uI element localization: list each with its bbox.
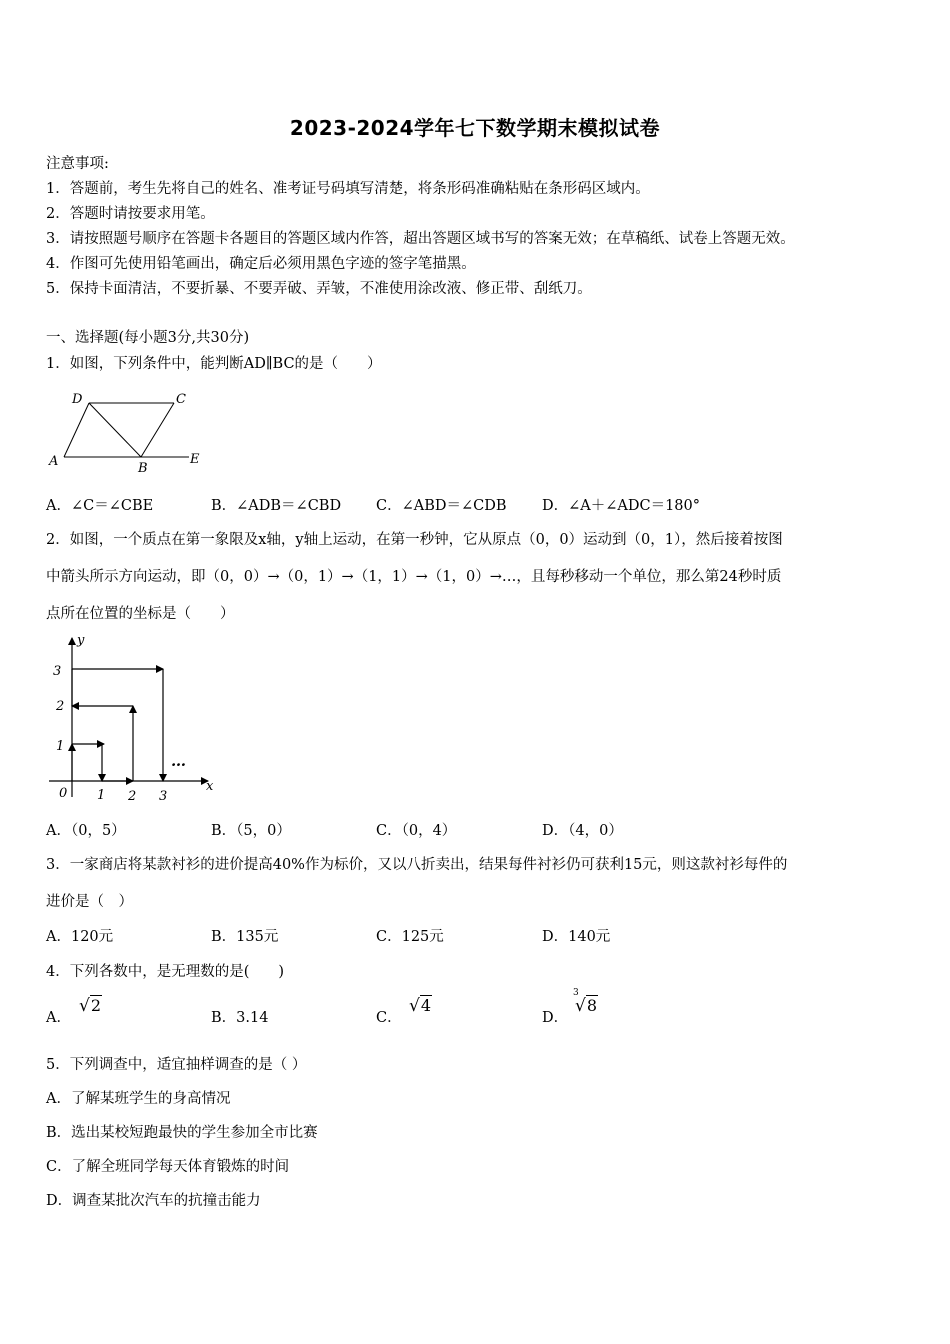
question-2-stem-line: 中箭头所示方向运动，即（0，0）→（0，1）→（1，1）→（1，0）→…，且每秒移动一个单位，那么第24秒时质 <box>46 569 782 585</box>
question-2-stem-line: 2．如图，一个质点在第一象限及x轴，y轴上运动，在第一秒钟，它从原点（0，0）运动到（0，1），然后接着按图 <box>46 532 783 548</box>
q2-option-d: D．（4，0） <box>542 823 623 839</box>
q2-option-a: A．（0，5） <box>46 823 126 839</box>
q4-option-d-value <box>573 988 598 1016</box>
radicand: 4 <box>420 996 432 1015</box>
x-tick-1: 1 <box>97 788 106 803</box>
label-b: B <box>138 461 148 476</box>
radicand: 8 <box>586 996 598 1015</box>
q3-option-b: B．135元 <box>211 929 279 945</box>
q2-path-figure <box>44 632 234 807</box>
question-3-stem-line: 进价是（ ） <box>46 894 133 910</box>
x-axis-label: x <box>206 779 214 794</box>
q2-option-b: B．（5，0） <box>211 823 291 839</box>
q5-option-d: D．调查某批次汽车的抗撞击能力 <box>46 1193 261 1209</box>
notice-item: 5．保持卡面清洁，不要折暴、不要弄破、弄皱，不准使用涂改液、修正带、刮纸刀。 <box>46 281 592 297</box>
q1-option-b: B．∠ADB＝∠CBD <box>211 498 342 514</box>
square-root: √2 <box>79 996 102 1016</box>
q4-option-b-letter: B． <box>211 1010 237 1026</box>
label-a: A <box>49 454 59 469</box>
notice-item: 2．答题时请按要求用笔。 <box>46 206 215 222</box>
q3-option-d: D．140元 <box>542 929 611 945</box>
q5-option-a: A．了解某班学生的身高情况 <box>46 1091 231 1107</box>
q4-option-a-letter: A． <box>46 1010 71 1026</box>
label-c: C <box>176 392 186 407</box>
q4-option-d <box>542 1006 568 1027</box>
y-tick-1: 1 <box>56 739 65 754</box>
question-3-stem-line: 3．一家商店将某款衬衫的进价提高40%作为标价，又以八折卖出，结果每件衬衫仍可获利15元，则这款衬衫每件的 <box>46 857 788 873</box>
ellipsis: … <box>171 752 186 770</box>
section-heading: 一、选择题(每小题3分,共30分) <box>46 330 250 346</box>
q1-option-a: A．∠C＝∠CBE <box>46 498 154 514</box>
question-4-stem: 4．下列各数中，是无理数的是( ) <box>46 964 285 980</box>
x-tick-3: 3 <box>159 789 168 804</box>
y-tick-2: 2 <box>56 699 65 714</box>
label-e: E <box>190 452 200 467</box>
origin-label: 0 <box>59 786 68 801</box>
q4-option-c <box>376 1006 402 1027</box>
q4-option-b-value: 3.14 <box>236 1010 269 1026</box>
radicand: 2 <box>90 996 102 1015</box>
y-axis-label: y <box>77 633 85 648</box>
q1-option-d: D．∠A＋∠ADC＝180° <box>542 498 701 514</box>
q1-option-c: C．∠ABD＝∠CDB <box>376 498 507 514</box>
label-d: D <box>72 392 83 407</box>
q4-option-b <box>211 1006 268 1027</box>
x-tick-2: 2 <box>128 789 137 804</box>
question-1-stem: 1．如图，下列条件中，能判断AD∥BC的是（ ） <box>46 356 382 372</box>
q1-parallelogram-figure <box>44 386 214 478</box>
q5-option-b: B．选出某校短跑最快的学生参加全市比赛 <box>46 1125 318 1141</box>
cube-root: 3 √8 <box>573 988 598 1016</box>
q4-option-d-letter: D． <box>542 1010 569 1026</box>
notice-item: 1．答题前，考生先将自己的姓名、准考证号码填写清楚，将条形码准确粘贴在条形码区域内。 <box>46 181 650 197</box>
page-title: 2023-2024学年七下数学期末模拟试卷 <box>289 116 661 140</box>
q4-option-a-value <box>79 996 102 1016</box>
q3-option-c: C．125元 <box>376 929 444 945</box>
q4-option-c-letter: C． <box>376 1010 402 1026</box>
question-5-stem: 5．下列调查中，适宜抽样调查的是（ ） <box>46 1057 307 1073</box>
q4-option-c-value <box>409 996 432 1016</box>
notice-item: 4．作图可先使用铅笔画出，确定后必须用黑色字迹的签字笔描黑。 <box>46 256 476 272</box>
q4-option-a <box>46 1006 71 1027</box>
notice-item: 3．请按照题号顺序在答题卡各题目的答题区域内作答，超出答题区域书写的答案无效；在草稿纸、试卷上答题无效。 <box>46 231 795 247</box>
question-2-stem-line: 点所在位置的坐标是（ ） <box>46 606 235 622</box>
notice-heading: 注意事项: <box>46 156 109 172</box>
y-tick-3: 3 <box>53 664 62 679</box>
square-root: √4 <box>409 996 432 1016</box>
root-index: 3 <box>573 988 579 998</box>
q2-option-c: C．（0，4） <box>376 823 457 839</box>
q3-option-a: A．120元 <box>46 929 114 945</box>
q5-option-c: C．了解全班同学每天体育锻炼的时间 <box>46 1159 290 1175</box>
